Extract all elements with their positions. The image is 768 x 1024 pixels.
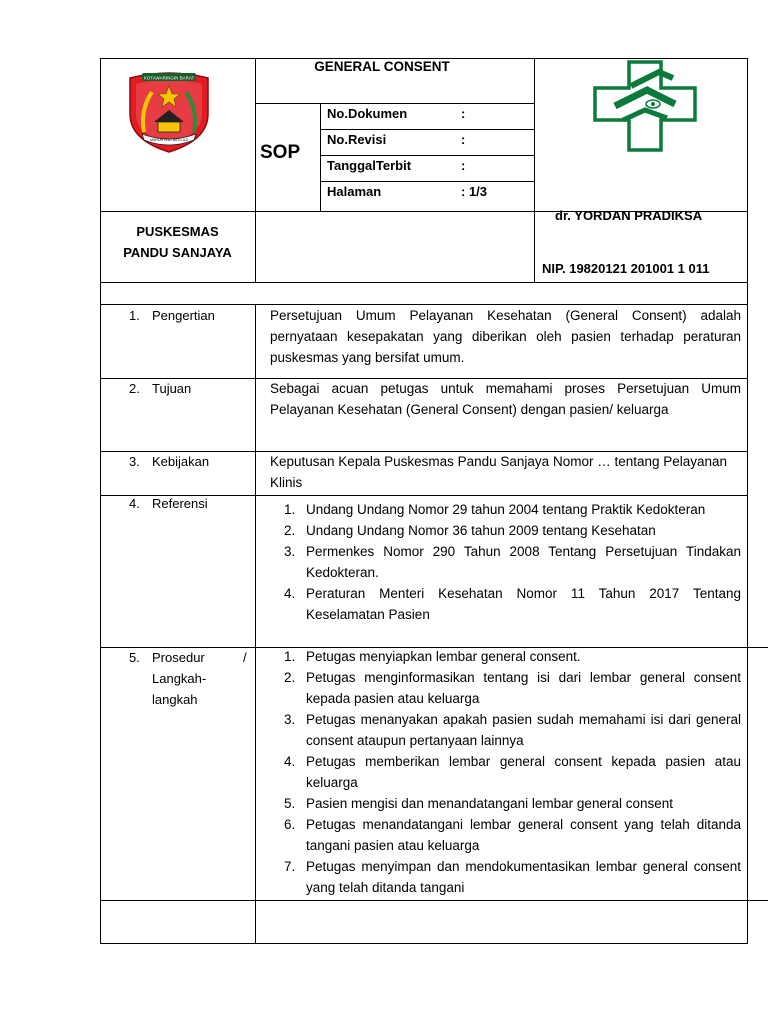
- list-item: 7. Petugas menyimpan dan mendokumentasikan lembar general consent yang telah ditanda tangani: [284, 859, 741, 895]
- field-label-tanggal-terbit: TanggalTerbit: [327, 158, 412, 173]
- list-item: 4. Peraturan Menteri Kesehatan Nomor 11 Tahun 2017 Tentang Keselamatan Pasien: [284, 586, 741, 622]
- section-label-kebijakan: Kebijakan: [152, 454, 210, 469]
- list-item: 4. Petugas memberikan lembar general consent kepada pasien atau keluarga: [284, 754, 741, 790]
- signer-nip: NIP. 19820121 201001 1 011: [542, 261, 710, 276]
- field-value-halaman: : 1/3: [461, 184, 488, 199]
- section-label-tujuan: Tujuan: [152, 381, 192, 396]
- list-item: 5. Pasien mengisi dan menandatangani lembar general consent: [284, 796, 673, 811]
- list-item: 1. Undang Undang Nomor 29 tahun 2004 tentang Praktik Kedokteran: [284, 502, 706, 517]
- section-label-prosedur: Prosedur: [152, 650, 205, 665]
- puskesmas-cross-logo: [593, 60, 697, 152]
- section-label-prosedur-line2: Langkah-: [152, 671, 207, 686]
- sop-label: SOP: [260, 142, 301, 163]
- field-label-no-revisi: No.Revisi: [327, 132, 387, 147]
- field-label-halaman: Halaman: [327, 184, 382, 199]
- section-label-prosedur-line3: langkah: [152, 692, 198, 707]
- list-item: 2. Undang Undang Nomor 36 tahun 2009 tentang Kesehatan: [284, 523, 656, 538]
- list-item: 3. Petugas menanyakan apakah pasien sudah memahami isi dari general consent ataupun pertanyaan lainnya: [284, 712, 741, 748]
- section-number-kebijakan: 3.: [129, 454, 140, 469]
- emblem-ribbon-text: MARUNTING BATU AJI: [149, 138, 189, 142]
- field-value-no-revisi: :: [461, 132, 466, 147]
- list-item: 3. Permenkes Nomor 290 Tahun 2008 Tentang Persetujuan Tindakan Kedokteran.: [284, 544, 741, 580]
- section-text-pengertian: Persetujuan Umum Pelayanan Kesehatan (General Consent) adalah pernyataan kesepakatan yang diberikan oleh pasien terhadap peraturan puskesmas yang bersifat umum.: [270, 308, 741, 365]
- prosedur-list: [270, 646, 741, 898]
- signer-name: dr. YORDAN PRADIKSA: [555, 208, 703, 223]
- field-value-tanggal-terbit: :: [461, 158, 466, 173]
- field-value-no-dokumen: :: [461, 106, 466, 121]
- section-number-pengertian: 1.: [129, 308, 140, 323]
- section-text-tujuan: Sebagai acuan petugas untuk memahami proses Persetujuan Umum Pelayanan Kesehatan (General Consent) dengan pasien/ keluarga: [270, 381, 741, 417]
- section-number-referensi: 4.: [129, 496, 140, 511]
- section-label-pengertian: Pengertian: [152, 308, 215, 323]
- section-text-kebijakan: Keputusan Kepala Puskesmas Pandu Sanjaya Nomor … tentang Pelayanan Klinis: [270, 454, 728, 490]
- list-item: 6. Petugas menandatangani lembar general consent yang telah ditanda tangani pasien atau keluarga: [284, 817, 741, 853]
- section-number-prosedur: 5.: [129, 650, 140, 665]
- section-number-tujuan: 2.: [129, 381, 140, 396]
- document-title: GENERAL CONSENT: [314, 59, 450, 74]
- list-item: 2. Petugas menginformasikan tentang isi dari lembar general consent kepada pasien atau keluarga: [284, 670, 741, 706]
- emblem-banner-text: KOTAWARINGIN BARAT: [143, 75, 195, 81]
- field-label-no-dokumen: No.Dokumen: [327, 106, 408, 121]
- section-label-prosedur-slash: /: [243, 650, 247, 665]
- regency-emblem-logo: [124, 70, 214, 154]
- org-name-line1: PUSKESMAS: [136, 224, 219, 239]
- section-label-referensi: Referensi: [152, 496, 208, 511]
- org-name-line2: PANDU SANJAYA: [123, 245, 232, 260]
- list-item: 1. Petugas menyiapkan lembar general consent.: [284, 649, 581, 664]
- referensi-list: [270, 499, 741, 625]
